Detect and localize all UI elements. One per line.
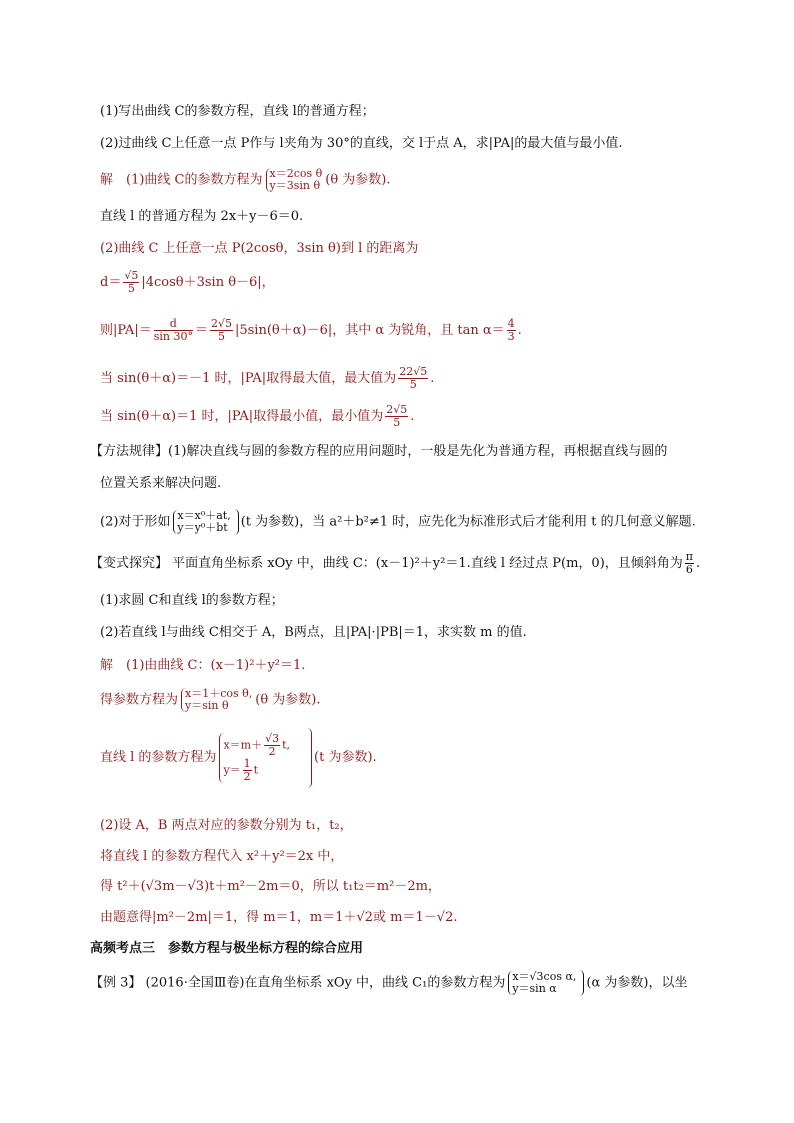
param-eq-y: y＝sin θ [185, 699, 229, 712]
line-18 [100, 728, 377, 788]
param-eq-y: y＝sin α [512, 982, 557, 995]
denominator: 5 [393, 416, 401, 429]
brace-close [579, 970, 584, 996]
denominator: 5 [409, 378, 417, 391]
param-system [173, 510, 230, 534]
period: . [517, 323, 522, 338]
param-system [181, 688, 252, 712]
fraction [398, 366, 428, 391]
param-system [508, 971, 576, 995]
fraction [210, 318, 233, 343]
param-system [219, 733, 290, 783]
fraction [385, 404, 408, 429]
param-note: (α 为参数)，以坐 [586, 975, 688, 991]
period: . [430, 371, 435, 386]
numerator: √5 [124, 269, 139, 282]
line-8 [100, 366, 434, 391]
line-19 [100, 817, 353, 835]
param-note: (θ 为参数). [325, 172, 391, 188]
question-part-1: (1)写出曲线 C的参数方程，直线 l的普通方程； [100, 104, 375, 119]
denominator: 2 [243, 770, 251, 783]
brace-close [234, 509, 239, 535]
param-eq-y: y＝y⁰＋bt [177, 521, 228, 534]
line-22 [100, 909, 457, 927]
numerator: 2√5 [386, 403, 408, 416]
solution-intro: 解 (1)曲线 C的参数方程为 [100, 172, 263, 188]
eq-part: x＝m＋ [223, 738, 263, 752]
param-eq-x: x＝√3cos α, [512, 970, 577, 983]
param-eq-x: x＝x⁰＋at, [177, 509, 231, 522]
form-intro: (2)对于形如 [100, 514, 171, 530]
param-eq-x: x＝2cos θ [269, 167, 323, 180]
line-5 [100, 240, 418, 258]
brace-close [307, 728, 312, 788]
distance-expr: |4cosθ＋3sin θ－6|， [141, 275, 275, 290]
denominator: sin 30° [153, 330, 193, 343]
line-param-intro: 直线 l 的参数方程为 [100, 750, 217, 765]
period: . [696, 556, 701, 571]
numerator: 1 [243, 757, 251, 770]
fraction [154, 318, 193, 343]
param-eq-x: x＝1＋cos θ, [185, 687, 253, 700]
line-21 [100, 878, 441, 896]
quadratic: 得 t²＋(√3m－√3)t＋m²－2m＝0，所以 t₁t₂＝m²－2m， [100, 879, 441, 894]
numerator: √3 [265, 732, 280, 745]
denominator: 5 [127, 282, 135, 295]
numerator: 4 [507, 317, 515, 330]
line-1 [100, 103, 375, 121]
line-14 [100, 592, 284, 610]
max-text: 当 sin(θ＋α)＝－1 时，|PA|取得最大值，最大值为 [100, 371, 397, 386]
variant-explore: 【变式探究】 平面直角坐标系 xOy 中，曲线 C：(x－1)²＋y²＝1.直线 l 经过点 P(m，0)，且倾斜角为 [90, 556, 683, 571]
denominator: 5 [217, 330, 225, 343]
method-rule-cont: 位置关系来解决问题. [100, 476, 222, 491]
equals: ＝ [194, 323, 208, 338]
variant-part-2: (2)若直线 l与曲线 C相交于 A，B两点，且|PA|·|PB|＝1，求实数 m 的值. [100, 625, 527, 640]
line-9 [100, 404, 414, 429]
denominator: 3 [507, 330, 515, 343]
line-11 [100, 475, 221, 493]
fraction [243, 758, 252, 783]
line-equation: 直线 l 的普通方程为 2x＋y－6＝0. [100, 209, 304, 224]
substitute: 将直线 l 的参数方程代入 x²＋y²＝2x 中， [100, 849, 344, 864]
param-eq-y: y＝3sin θ [269, 179, 321, 192]
pa-expr: |5sin(θ＋α)－6|，其中 α 为锐角，且 tan α＝ [234, 323, 505, 338]
distance-label: d＝ [100, 275, 122, 290]
param-note: (θ 为参数). [255, 692, 321, 708]
line-3 [100, 168, 391, 192]
line-23 [90, 940, 363, 958]
fraction [264, 733, 280, 758]
line-17 [100, 688, 321, 712]
variant-solution: 解 (1)由曲线 C：(x－1)²＋y²＝1. [100, 658, 306, 673]
form-note: (t 为参数)，当 a²＋b²≠1 时，应先化为标准形式后才能利用 t 的几何意义解题. [240, 514, 696, 530]
fraction [507, 318, 516, 343]
param-eq-y [223, 758, 290, 783]
method-rule: 【方法规律】(1)解决直线与圆的参数方程的应用问题时，一般是先化为普通方程，再根据直线与圆的 [90, 444, 668, 459]
line-10 [90, 443, 667, 461]
fraction [685, 551, 694, 576]
line-12 [100, 509, 696, 535]
line-6 [100, 270, 275, 295]
line-20 [100, 848, 343, 866]
line-24 [90, 970, 687, 996]
answer: 由题意得|m²－2m|＝1，得 m＝1，m＝1＋√2或 m＝1－√2. [100, 910, 458, 925]
min-text: 当 sin(θ＋α)＝1 时，|PA|取得最小值，最小值为 [100, 409, 384, 424]
param-values: (2)设 A，B 两点对应的参数分别为 t₁，t₂， [100, 818, 353, 833]
line-2 [100, 135, 622, 153]
period: . [410, 409, 415, 424]
eq-part: t, [282, 738, 291, 752]
param-eq-x [223, 733, 290, 758]
param-note: (t 为参数). [314, 750, 377, 765]
numerator: 22√5 [399, 365, 428, 378]
line-7 [100, 318, 522, 343]
line-16 [100, 657, 305, 675]
section-heading: 高频考点三 参数方程与极坐标方程的综合应用 [90, 941, 364, 956]
variant-part-1: (1)求圆 C和直线 l的参数方程； [100, 593, 284, 608]
line-15 [100, 624, 527, 642]
param-system [266, 168, 323, 192]
pa-label: 则|PA|＝ [100, 323, 152, 338]
numerator: d [154, 318, 193, 331]
line-4 [100, 208, 303, 226]
distance-intro: (2)曲线 C 上任意一点 P(2cosθ，3sin θ)到 l 的距离为 [100, 241, 419, 256]
fraction [123, 270, 139, 295]
numerator: π [685, 550, 694, 563]
numerator: 2√5 [210, 317, 232, 330]
example-3: 【例 3】 (2016·全国Ⅲ卷)在直角坐标系 xOy 中，曲线 C₁的参数方程为 [90, 975, 506, 991]
question-part-2: (2)过曲线 C上任意一点 P作与 l夹角为 30°的直线，交 l于点 A，求|PA|的最大值与最小值. [100, 136, 623, 151]
line-13 [90, 551, 700, 576]
eq-part: y＝ [223, 763, 241, 777]
eq-part: t [253, 763, 259, 777]
denominator: 6 [685, 563, 693, 576]
denominator: 2 [268, 745, 276, 758]
circle-param-intro: 得参数方程为 [100, 692, 179, 708]
